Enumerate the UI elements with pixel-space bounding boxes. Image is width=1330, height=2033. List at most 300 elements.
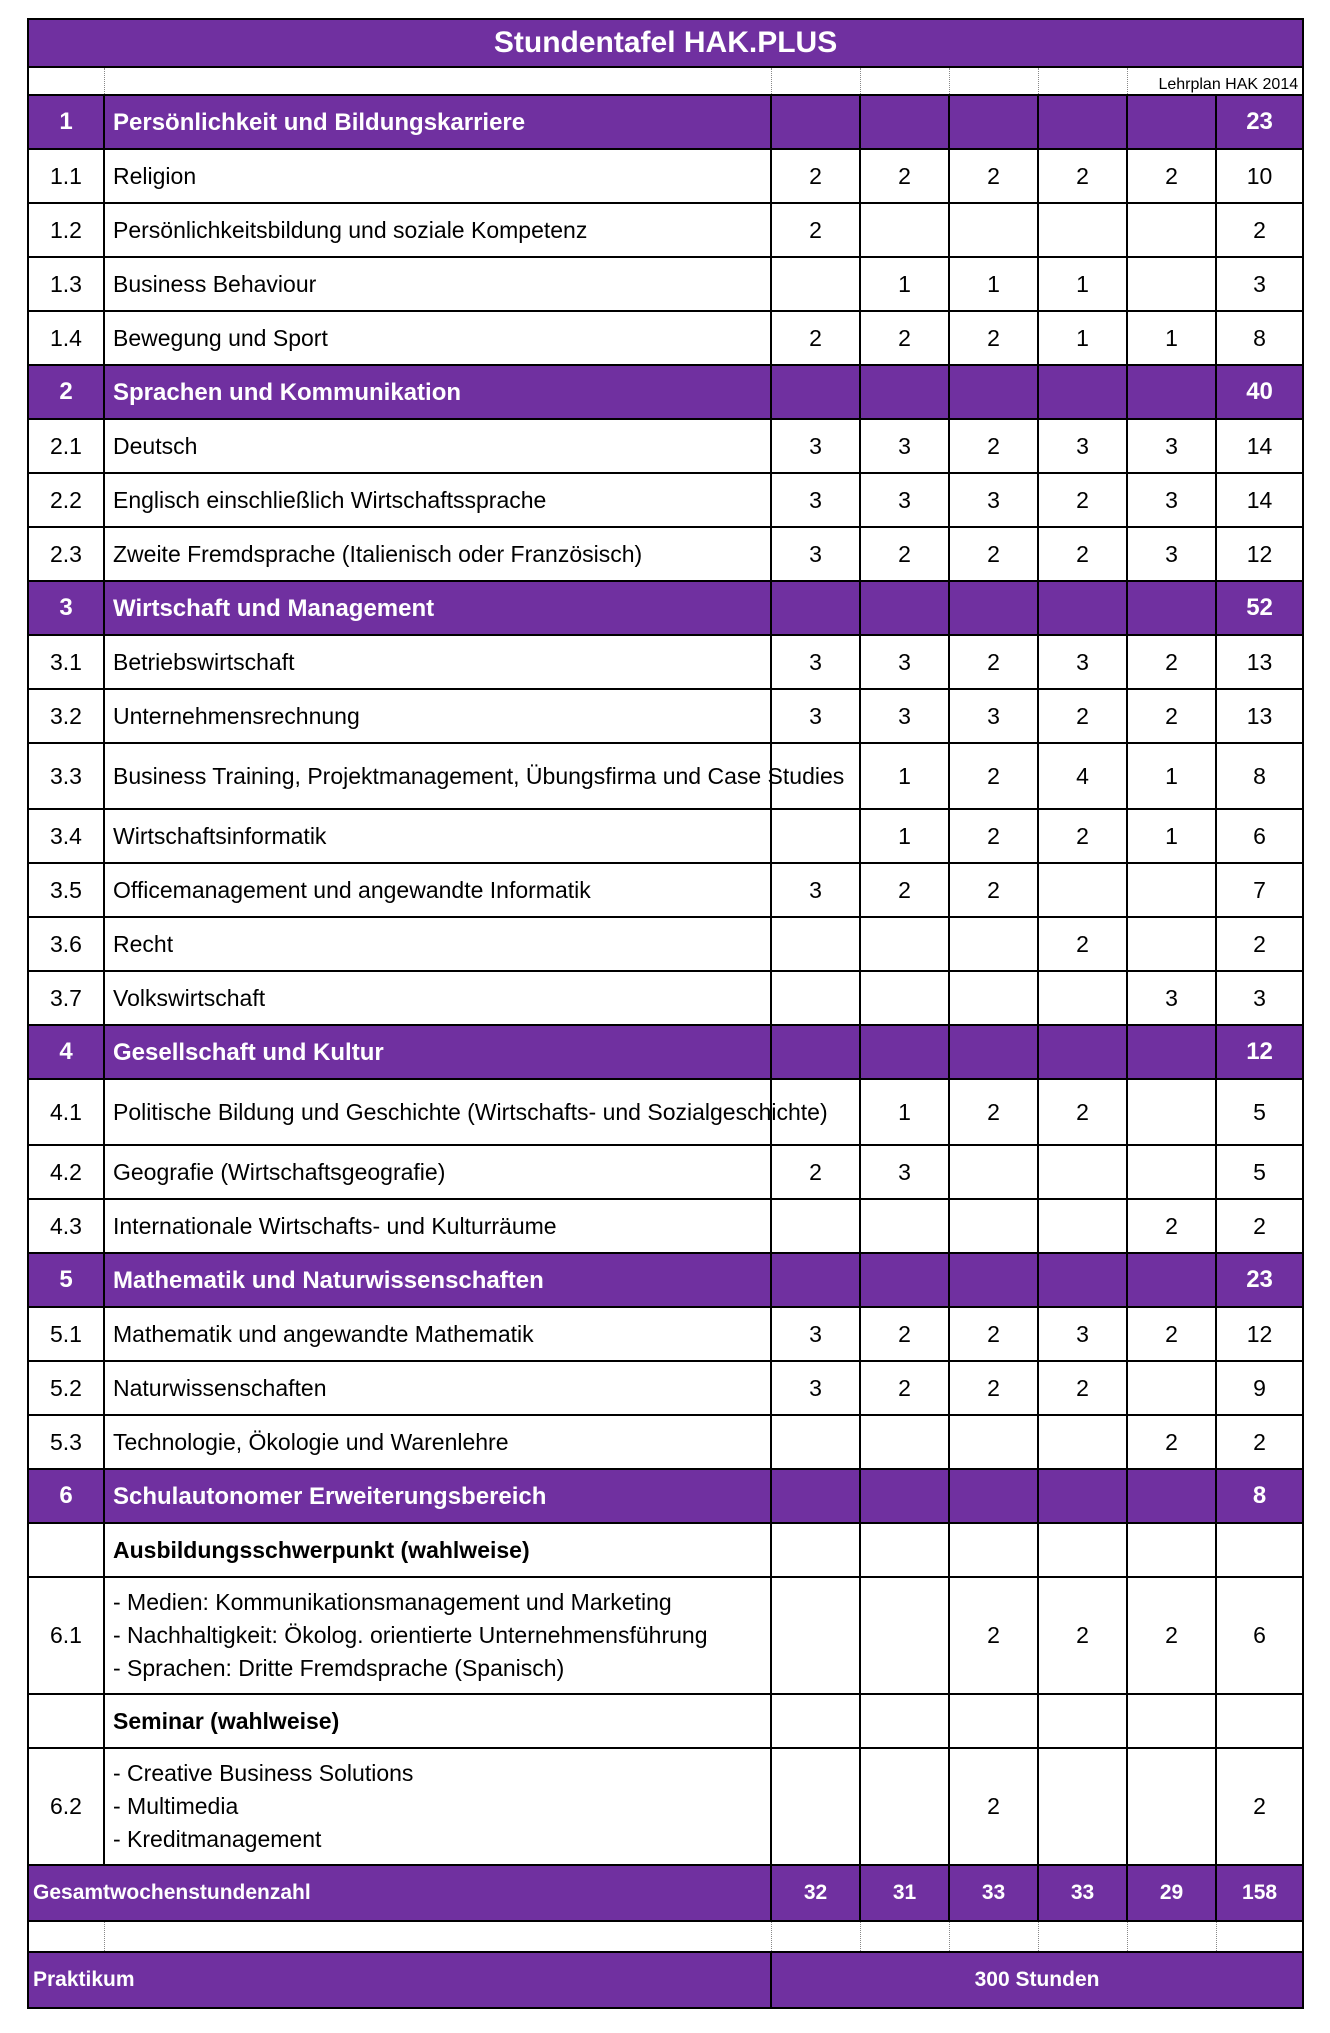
hours-year-2: 2 xyxy=(860,311,949,365)
option-line: - Multimedia xyxy=(113,1793,239,1819)
hours-year-3 xyxy=(949,917,1038,971)
hours-year-2: 3 xyxy=(860,419,949,473)
hours-year-4 xyxy=(1038,1748,1127,1865)
hours-year-3 xyxy=(949,1469,1038,1523)
row-number: 1.1 xyxy=(28,149,104,203)
table-body xyxy=(28,19,1303,2008)
subject-name: Volkswirtschaft xyxy=(104,971,771,1025)
hours-year-4 xyxy=(1038,1694,1127,1748)
hours-year-2 xyxy=(860,1025,949,1079)
blank-cell xyxy=(28,1921,104,1952)
row-number: 5 xyxy=(28,1253,104,1307)
hours-year-4: 1 xyxy=(1038,257,1127,311)
blank-cell xyxy=(104,67,771,95)
hours-total: 6 xyxy=(1216,1577,1303,1694)
hours-year-4 xyxy=(1038,1469,1127,1523)
hours-year-1: 2 xyxy=(771,1145,860,1199)
hours-year-1 xyxy=(771,1523,860,1577)
row-number: 4.2 xyxy=(28,1145,104,1199)
hours-year-1 xyxy=(771,809,860,863)
hours-year-3 xyxy=(949,95,1038,149)
section-title: Gesellschaft und Kultur xyxy=(104,1025,771,1079)
row-number: 3.2 xyxy=(28,689,104,743)
total-year-4: 33 xyxy=(1038,1865,1127,1921)
row-number: 1.4 xyxy=(28,311,104,365)
total-year-2: 31 xyxy=(860,1865,949,1921)
hours-year-4 xyxy=(1038,1523,1127,1577)
hours-total: 3 xyxy=(1216,257,1303,311)
hours-year-3: 3 xyxy=(949,473,1038,527)
subject-name: Zweite Fremdsprache (Italienisch oder Französisch) xyxy=(104,527,771,581)
hours-year-2: 2 xyxy=(860,149,949,203)
hours-year-3: 3 xyxy=(949,689,1038,743)
title-row xyxy=(28,19,1303,67)
hours-year-5: 3 xyxy=(1127,473,1216,527)
subject-row xyxy=(28,1577,1303,1694)
section-row xyxy=(28,365,1303,419)
hours-year-3: 2 xyxy=(949,527,1038,581)
row-number: 6.1 xyxy=(28,1577,104,1694)
subject-row xyxy=(28,473,1303,527)
hours-year-2: 1 xyxy=(860,809,949,863)
hours-year-3 xyxy=(949,365,1038,419)
hours-year-5: 1 xyxy=(1127,809,1216,863)
hours-total: 2 xyxy=(1216,203,1303,257)
subject-row xyxy=(28,743,1303,809)
subject-name: Seminar (wahlweise) xyxy=(104,1694,771,1748)
hours-year-2 xyxy=(860,1694,949,1748)
hours-year-1 xyxy=(771,1469,860,1523)
subject-name: Geografie (Wirtschaftsgeografie) xyxy=(104,1145,771,1199)
hours-year-3 xyxy=(949,1199,1038,1253)
hours-year-2 xyxy=(860,971,949,1025)
hours-year-3: 2 xyxy=(949,1079,1038,1145)
hours-year-5: 3 xyxy=(1127,419,1216,473)
subject-name: Mathematik und angewandte Mathematik xyxy=(104,1307,771,1361)
hours-year-2 xyxy=(860,1469,949,1523)
row-number: 2.3 xyxy=(28,527,104,581)
subject-row xyxy=(28,419,1303,473)
hours-year-2: 2 xyxy=(860,863,949,917)
section-row xyxy=(28,1253,1303,1307)
hours-year-5 xyxy=(1127,1469,1216,1523)
hours-year-4 xyxy=(1038,365,1127,419)
hours-total: 7 xyxy=(1216,863,1303,917)
stundentafel-table xyxy=(27,18,1304,2009)
hours-total: 13 xyxy=(1216,635,1303,689)
hours-year-1 xyxy=(771,917,860,971)
hours-year-1: 2 xyxy=(771,311,860,365)
row-number: 3 xyxy=(28,581,104,635)
row-number: 5.2 xyxy=(28,1361,104,1415)
hours-year-3: 2 xyxy=(949,863,1038,917)
hours-year-4 xyxy=(1038,95,1127,149)
option-line: - Creative Business Solutions xyxy=(113,1760,414,1786)
subject-row xyxy=(28,1748,1303,1865)
subject-row xyxy=(28,971,1303,1025)
subject-name: Technologie, Ökologie und Warenlehre xyxy=(104,1415,771,1469)
hours-total xyxy=(1216,1523,1303,1577)
hours-total: 2 xyxy=(1216,1748,1303,1865)
subject-row xyxy=(28,1361,1303,1415)
hours-year-4 xyxy=(1038,1415,1127,1469)
hours-year-5 xyxy=(1127,581,1216,635)
hours-year-1: 3 xyxy=(771,419,860,473)
hours-year-1 xyxy=(771,1748,860,1865)
row-number: 1.3 xyxy=(28,257,104,311)
section-row xyxy=(28,1025,1303,1079)
subject-name: Politische Bildung und Geschichte (Wirtschafts- und Sozialgeschichte) xyxy=(104,1079,771,1145)
hours-total: 40 xyxy=(1216,365,1303,419)
row-number: 2.1 xyxy=(28,419,104,473)
hours-total: 6 xyxy=(1216,809,1303,863)
subject-name: Unternehmensrechnung xyxy=(104,689,771,743)
hours-total: 3 xyxy=(1216,971,1303,1025)
hours-year-5: 3 xyxy=(1127,971,1216,1025)
row-number: 3.6 xyxy=(28,917,104,971)
hours-year-2 xyxy=(860,1523,949,1577)
blank-cell xyxy=(104,1921,771,1952)
hours-year-5: 2 xyxy=(1127,149,1216,203)
hours-year-1: 2 xyxy=(771,149,860,203)
hours-year-5 xyxy=(1127,1361,1216,1415)
subject-row xyxy=(28,1199,1303,1253)
subject-name: Recht xyxy=(104,917,771,971)
grand-total: 158 xyxy=(1216,1865,1303,1921)
hours-year-4: 3 xyxy=(1038,1307,1127,1361)
blank-cell xyxy=(860,67,949,95)
subject-name: Ausbildungsschwerpunkt (wahlweise) xyxy=(104,1523,771,1577)
blank-cell xyxy=(1127,1921,1216,1952)
total-label: Gesamtwochenstundenzahl xyxy=(28,1865,771,1921)
hours-total: 12 xyxy=(1216,527,1303,581)
blank-cell xyxy=(771,1921,860,1952)
hours-year-1 xyxy=(771,257,860,311)
hours-year-5 xyxy=(1127,1145,1216,1199)
subheading-row xyxy=(28,1523,1303,1577)
section-row xyxy=(28,95,1303,149)
hours-year-3: 2 xyxy=(949,311,1038,365)
table-title: Stundentafel HAK.PLUS xyxy=(28,19,1303,67)
hours-year-3: 2 xyxy=(949,149,1038,203)
hours-year-4 xyxy=(1038,863,1127,917)
subject-name xyxy=(104,1577,771,1694)
hours-year-2 xyxy=(860,1253,949,1307)
hours-total: 9 xyxy=(1216,1361,1303,1415)
hours-year-3: 2 xyxy=(949,1307,1038,1361)
hours-year-2 xyxy=(860,1415,949,1469)
row-number: 2 xyxy=(28,365,104,419)
hours-year-4: 2 xyxy=(1038,527,1127,581)
hours-total: 8 xyxy=(1216,1469,1303,1523)
hours-year-3: 2 xyxy=(949,419,1038,473)
hours-year-1 xyxy=(771,581,860,635)
hours-year-1 xyxy=(771,971,860,1025)
subject-row xyxy=(28,635,1303,689)
row-number: 3.3 xyxy=(28,743,104,809)
hours-year-4: 2 xyxy=(1038,149,1127,203)
row-number xyxy=(28,1694,104,1748)
blank-cell xyxy=(949,1921,1038,1952)
hours-year-3: 2 xyxy=(949,1361,1038,1415)
hours-total: 5 xyxy=(1216,1079,1303,1145)
row-number: 2.2 xyxy=(28,473,104,527)
hours-total: 2 xyxy=(1216,1415,1303,1469)
hours-year-4 xyxy=(1038,971,1127,1025)
blank-cell xyxy=(771,67,860,95)
subject-name: Deutsch xyxy=(104,419,771,473)
hours-year-1 xyxy=(771,1415,860,1469)
section-row xyxy=(28,581,1303,635)
hours-year-5: 3 xyxy=(1127,527,1216,581)
blank-cell xyxy=(860,1921,949,1952)
subheading-row xyxy=(28,1694,1303,1748)
hours-year-1: 3 xyxy=(771,527,860,581)
subject-row xyxy=(28,149,1303,203)
hours-year-1: 3 xyxy=(771,635,860,689)
hours-year-1: 2 xyxy=(771,203,860,257)
hours-year-2: 3 xyxy=(860,473,949,527)
hours-year-3: 2 xyxy=(949,1748,1038,1865)
hours-year-2 xyxy=(860,365,949,419)
hours-year-4: 2 xyxy=(1038,473,1127,527)
total-year-1: 32 xyxy=(771,1865,860,1921)
hours-year-3 xyxy=(949,1145,1038,1199)
hours-year-3: 2 xyxy=(949,743,1038,809)
hours-total: 52 xyxy=(1216,581,1303,635)
hours-total: 8 xyxy=(1216,311,1303,365)
hours-year-5: 1 xyxy=(1127,743,1216,809)
hours-year-1 xyxy=(771,1025,860,1079)
subject-row xyxy=(28,689,1303,743)
hours-year-4: 3 xyxy=(1038,419,1127,473)
hours-year-4 xyxy=(1038,203,1127,257)
hours-year-1: 3 xyxy=(771,863,860,917)
hours-year-5 xyxy=(1127,1523,1216,1577)
subject-row xyxy=(28,1415,1303,1469)
section-title: Sprachen und Kommunikation xyxy=(104,365,771,419)
hours-year-5: 2 xyxy=(1127,1415,1216,1469)
subject-name: Religion xyxy=(104,149,771,203)
hours-year-2 xyxy=(860,917,949,971)
hours-year-1 xyxy=(771,1577,860,1694)
hours-year-1: 3 xyxy=(771,473,860,527)
hours-year-3: 2 xyxy=(949,1577,1038,1694)
hours-year-4 xyxy=(1038,581,1127,635)
section-title: Mathematik und Naturwissenschaften xyxy=(104,1253,771,1307)
subject-row xyxy=(28,257,1303,311)
row-number: 3.1 xyxy=(28,635,104,689)
subject-name: Persönlichkeitsbildung und soziale Kompetenz xyxy=(104,203,771,257)
hours-year-2: 1 xyxy=(860,1079,949,1145)
hours-year-1: 3 xyxy=(771,689,860,743)
stundentafel-sheet xyxy=(27,18,1302,2009)
hours-year-1 xyxy=(771,1694,860,1748)
hours-year-5: 2 xyxy=(1127,635,1216,689)
option-line: - Nachhaltigkeit: Ökolog. orientierte Unternehmensführung xyxy=(113,1622,708,1648)
hours-year-3: 1 xyxy=(949,257,1038,311)
hours-total: 14 xyxy=(1216,419,1303,473)
hours-year-5 xyxy=(1127,365,1216,419)
subject-name: Wirtschaftsinformatik xyxy=(104,809,771,863)
subject-name xyxy=(104,1748,771,1865)
row-number: 4 xyxy=(28,1025,104,1079)
row-number: 4.3 xyxy=(28,1199,104,1253)
note-row xyxy=(28,67,1303,95)
hours-year-4: 2 xyxy=(1038,917,1127,971)
spacer-row xyxy=(28,1921,1303,1952)
row-number: 6.2 xyxy=(28,1748,104,1865)
subject-name: Officemanagement und angewandte Informatik xyxy=(104,863,771,917)
hours-total: 23 xyxy=(1216,1253,1303,1307)
row-number: 5.1 xyxy=(28,1307,104,1361)
option-line: - Kreditmanagement xyxy=(113,1826,322,1852)
hours-year-5 xyxy=(1127,1694,1216,1748)
row-number: 3.4 xyxy=(28,809,104,863)
hours-year-5 xyxy=(1127,863,1216,917)
hours-year-2: 3 xyxy=(860,635,949,689)
subject-row xyxy=(28,917,1303,971)
hours-year-3 xyxy=(949,1523,1038,1577)
subject-row xyxy=(28,527,1303,581)
praktikum-row xyxy=(28,1952,1303,2008)
hours-total: 10 xyxy=(1216,149,1303,203)
hours-year-4: 1 xyxy=(1038,311,1127,365)
hours-year-4: 2 xyxy=(1038,1361,1127,1415)
hours-year-4 xyxy=(1038,1199,1127,1253)
hours-year-4 xyxy=(1038,1025,1127,1079)
hours-year-2 xyxy=(860,203,949,257)
blank-cell xyxy=(28,67,104,95)
subject-name: Internationale Wirtschafts- und Kulturräume xyxy=(104,1199,771,1253)
hours-total: 12 xyxy=(1216,1307,1303,1361)
hours-year-3 xyxy=(949,203,1038,257)
hours-year-5 xyxy=(1127,1748,1216,1865)
praktikum-label: Praktikum xyxy=(28,1952,771,2008)
hours-year-5 xyxy=(1127,1253,1216,1307)
subject-row xyxy=(28,1307,1303,1361)
hours-year-4: 2 xyxy=(1038,809,1127,863)
blank-cell xyxy=(1216,1921,1303,1952)
row-number: 5.3 xyxy=(28,1415,104,1469)
hours-year-3: 2 xyxy=(949,809,1038,863)
hours-total xyxy=(1216,1694,1303,1748)
hours-year-2 xyxy=(860,581,949,635)
hours-year-2 xyxy=(860,1748,949,1865)
hours-total: 2 xyxy=(1216,1199,1303,1253)
hours-year-5: 1 xyxy=(1127,311,1216,365)
hours-year-1 xyxy=(771,95,860,149)
hours-year-3 xyxy=(949,971,1038,1025)
hours-year-4: 2 xyxy=(1038,1079,1127,1145)
hours-year-5: 2 xyxy=(1127,1577,1216,1694)
row-number: 1 xyxy=(28,95,104,149)
curriculum-note: Lehrplan HAK 2014 xyxy=(1127,67,1303,95)
hours-year-2: 3 xyxy=(860,1145,949,1199)
hours-year-3: 2 xyxy=(949,635,1038,689)
total-year-3: 33 xyxy=(949,1865,1038,1921)
subject-row xyxy=(28,203,1303,257)
hours-year-3 xyxy=(949,581,1038,635)
hours-year-4: 2 xyxy=(1038,689,1127,743)
row-number: 4.1 xyxy=(28,1079,104,1145)
section-title: Schulautonomer Erweiterungsbereich xyxy=(104,1469,771,1523)
hours-year-4: 3 xyxy=(1038,635,1127,689)
hours-year-4: 4 xyxy=(1038,743,1127,809)
section-row xyxy=(28,1469,1303,1523)
hours-year-2 xyxy=(860,95,949,149)
hours-total: 23 xyxy=(1216,95,1303,149)
hours-year-3 xyxy=(949,1253,1038,1307)
subject-name: Business Behaviour xyxy=(104,257,771,311)
total-year-5: 29 xyxy=(1127,1865,1216,1921)
hours-total: 12 xyxy=(1216,1025,1303,1079)
hours-year-5 xyxy=(1127,257,1216,311)
hours-year-1 xyxy=(771,365,860,419)
subject-name: Betriebswirtschaft xyxy=(104,635,771,689)
hours-year-4 xyxy=(1038,1253,1127,1307)
total-row xyxy=(28,1865,1303,1921)
hours-year-5: 2 xyxy=(1127,1199,1216,1253)
hours-year-1 xyxy=(771,1199,860,1253)
hours-year-2: 1 xyxy=(860,257,949,311)
hours-total: 14 xyxy=(1216,473,1303,527)
hours-year-2: 2 xyxy=(860,1361,949,1415)
hours-year-2: 3 xyxy=(860,689,949,743)
hours-year-2: 2 xyxy=(860,527,949,581)
row-number: 1.2 xyxy=(28,203,104,257)
subject-row xyxy=(28,311,1303,365)
blank-cell xyxy=(1038,1921,1127,1952)
hours-year-2 xyxy=(860,1577,949,1694)
hours-year-5 xyxy=(1127,917,1216,971)
hours-total: 8 xyxy=(1216,743,1303,809)
hours-total: 5 xyxy=(1216,1145,1303,1199)
hours-year-1 xyxy=(771,1253,860,1307)
row-number: 3.7 xyxy=(28,971,104,1025)
subject-name: Englisch einschließlich Wirtschaftssprache xyxy=(104,473,771,527)
subject-name: Business Training, Projektmanagement, Übungsfirma und Case Studies xyxy=(104,743,771,809)
praktikum-value: 300 Stunden xyxy=(771,1952,1303,2008)
hours-year-5 xyxy=(1127,1079,1216,1145)
hours-year-4 xyxy=(1038,1145,1127,1199)
hours-year-3 xyxy=(949,1694,1038,1748)
hours-year-5: 2 xyxy=(1127,1307,1216,1361)
hours-year-1: 3 xyxy=(771,1307,860,1361)
subject-name: Bewegung und Sport xyxy=(104,311,771,365)
subject-row xyxy=(28,863,1303,917)
hours-year-5 xyxy=(1127,95,1216,149)
row-number: 3.5 xyxy=(28,863,104,917)
hours-year-2: 1 xyxy=(860,743,949,809)
subject-row xyxy=(28,809,1303,863)
hours-year-3 xyxy=(949,1415,1038,1469)
option-line: - Medien: Kommunikationsmanagement und Marketing xyxy=(113,1589,672,1615)
hours-year-2: 2 xyxy=(860,1307,949,1361)
section-title: Wirtschaft und Management xyxy=(104,581,771,635)
hours-year-5 xyxy=(1127,1025,1216,1079)
hours-year-5: 2 xyxy=(1127,689,1216,743)
hours-year-4: 2 xyxy=(1038,1577,1127,1694)
hours-year-3 xyxy=(949,1025,1038,1079)
hours-year-5 xyxy=(1127,203,1216,257)
hours-total: 13 xyxy=(1216,689,1303,743)
section-title: Persönlichkeit und Bildungskarriere xyxy=(104,95,771,149)
hours-total: 2 xyxy=(1216,917,1303,971)
row-number xyxy=(28,1523,104,1577)
subject-row xyxy=(28,1079,1303,1145)
hours-year-2 xyxy=(860,1199,949,1253)
